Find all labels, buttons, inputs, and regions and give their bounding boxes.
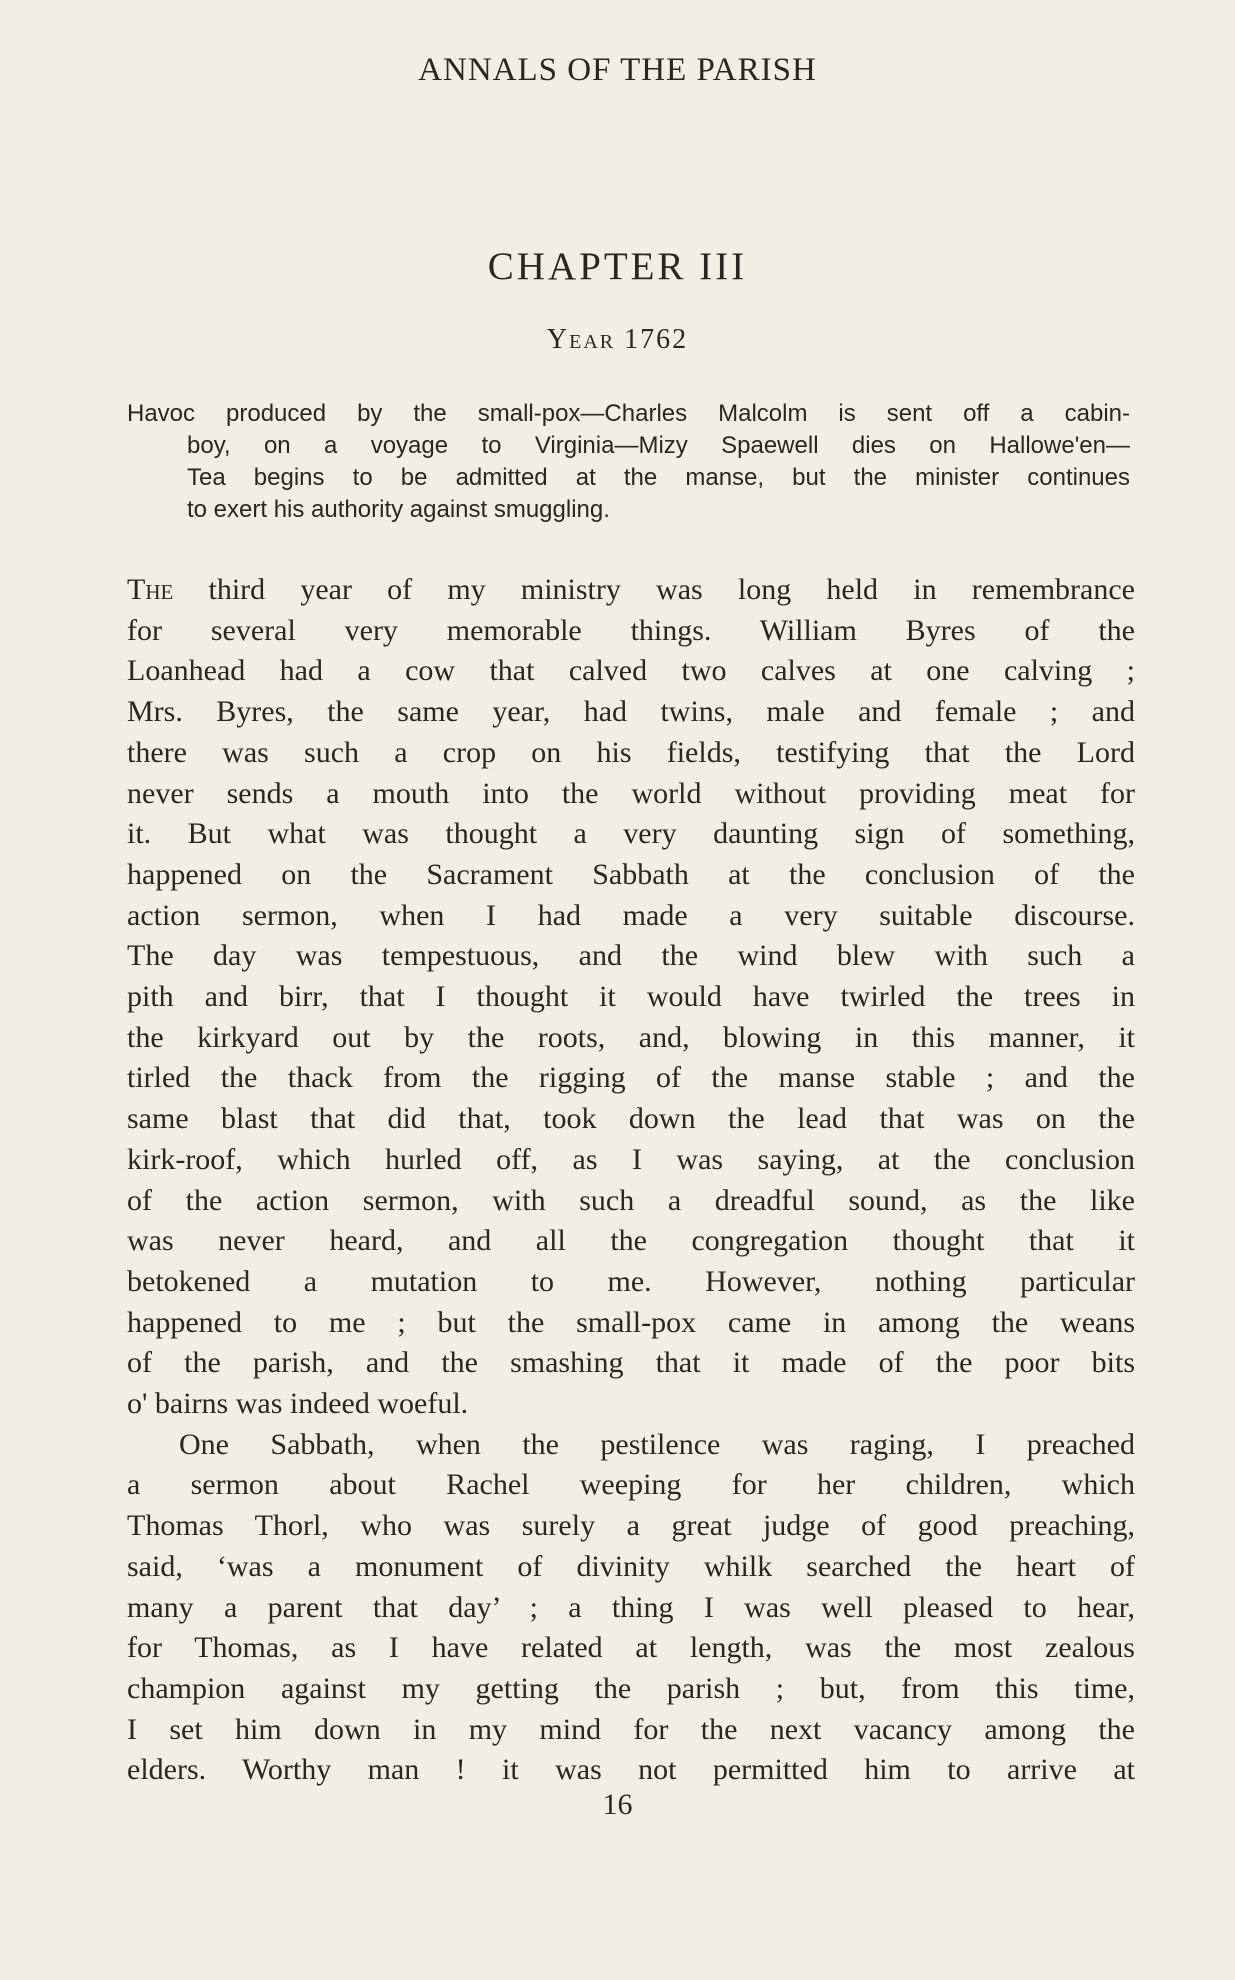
opening-word: The (127, 573, 174, 606)
text-line: many a parent that day’ ; a thing I was well pleased to hear, (127, 1590, 1135, 1624)
running-head: ANNALS OF THE PARISH (418, 52, 817, 88)
summary-line: Tea begins to be admitted at the manse, but the minister continues (187, 464, 1130, 491)
text-line: a sermon about Rachel weeping for her children, which (127, 1468, 1135, 1502)
text-line: I set him down in my mind for the next vacancy among the (127, 1712, 1135, 1746)
summary-line: Havoc produced by the small-pox—Charles Malcolm is sent off a cabin- (127, 400, 1130, 427)
text-line: said, ‘was a monument of divinity whilk searched the heart of (127, 1549, 1135, 1583)
text-line: the kirkyard out by the roots, and, blowing in this manner, it (127, 1020, 1135, 1054)
text-line: Thomas Thorl, who was surely a great judge of good preaching, (127, 1509, 1135, 1543)
text-line: for several very memorable things. William Byres of the (127, 613, 1135, 647)
year-label: Year (546, 324, 616, 355)
summary-line: to exert his authority against smuggling. (187, 496, 610, 523)
year-value: 1762 (624, 324, 689, 355)
year-heading (0, 324, 1235, 356)
chapter-title: CHAPTER III (487, 245, 748, 288)
text-line: never sends a mouth into the world without providing meat for (127, 776, 1135, 810)
text-line-rest: third year of my ministry was long held in remembrance (173, 573, 1135, 606)
text-line: One Sabbath, when the pestilence was raging, I preached (179, 1427, 1135, 1461)
text-line: happened on the Sacrament Sabbath at the conclusion of the (127, 857, 1135, 891)
text-line: Mrs. Byres, the same year, had twins, male and female ; and (127, 695, 1135, 729)
text-line: kirk-roof, which hurled off, as I was saying, at the conclusion (127, 1142, 1135, 1176)
text-line: The day was tempestuous, and the wind blew with such a (127, 939, 1135, 973)
chapter-summary (127, 398, 1130, 526)
text-line: there was such a crop on his fields, testifying that the Lord (127, 735, 1135, 769)
text-line (127, 570, 1135, 611)
text-line: betokened a mutation to me. However, nothing particular (127, 1264, 1135, 1298)
text-line: o' bairns was indeed woeful. (127, 1387, 469, 1421)
text-line: of the parish, and the smashing that it made of the poor bits (127, 1346, 1135, 1380)
text-line: was never heard, and all the congregation thought that it (127, 1224, 1135, 1258)
text-line: it. But what was thought a very daunting sign of something, (127, 817, 1135, 851)
page-number: 16 (602, 1788, 633, 1821)
text-line: pith and birr, that I thought it would have twirled the trees in (127, 980, 1135, 1014)
summary-line: boy, on a voyage to Virginia—Mizy Spaewell dies on Hallowe'en— (187, 432, 1130, 459)
text-line: tirled the thack from the rigging of the manse stable ; and the (127, 1061, 1135, 1095)
text-line: action sermon, when I had made a very suitable discourse. (127, 898, 1135, 932)
body-text (127, 570, 1135, 1791)
text-line: same blast that did that, took down the lead that was on the (127, 1102, 1135, 1136)
text-line: happened to me ; but the small-pox came in among the weans (127, 1305, 1135, 1339)
text-line: champion against my getting the parish ; but, from this time, (127, 1671, 1135, 1705)
text-line: Loanhead had a cow that calved two calves at one calving ; (127, 654, 1135, 688)
text-line: elders. Worthy man ! it was not permitted him to arrive at (127, 1753, 1135, 1787)
text-line: for Thomas, as I have related at length, was the most zealous (127, 1631, 1135, 1665)
text-line: of the action sermon, with such a dreadful sound, as the like (127, 1183, 1135, 1217)
